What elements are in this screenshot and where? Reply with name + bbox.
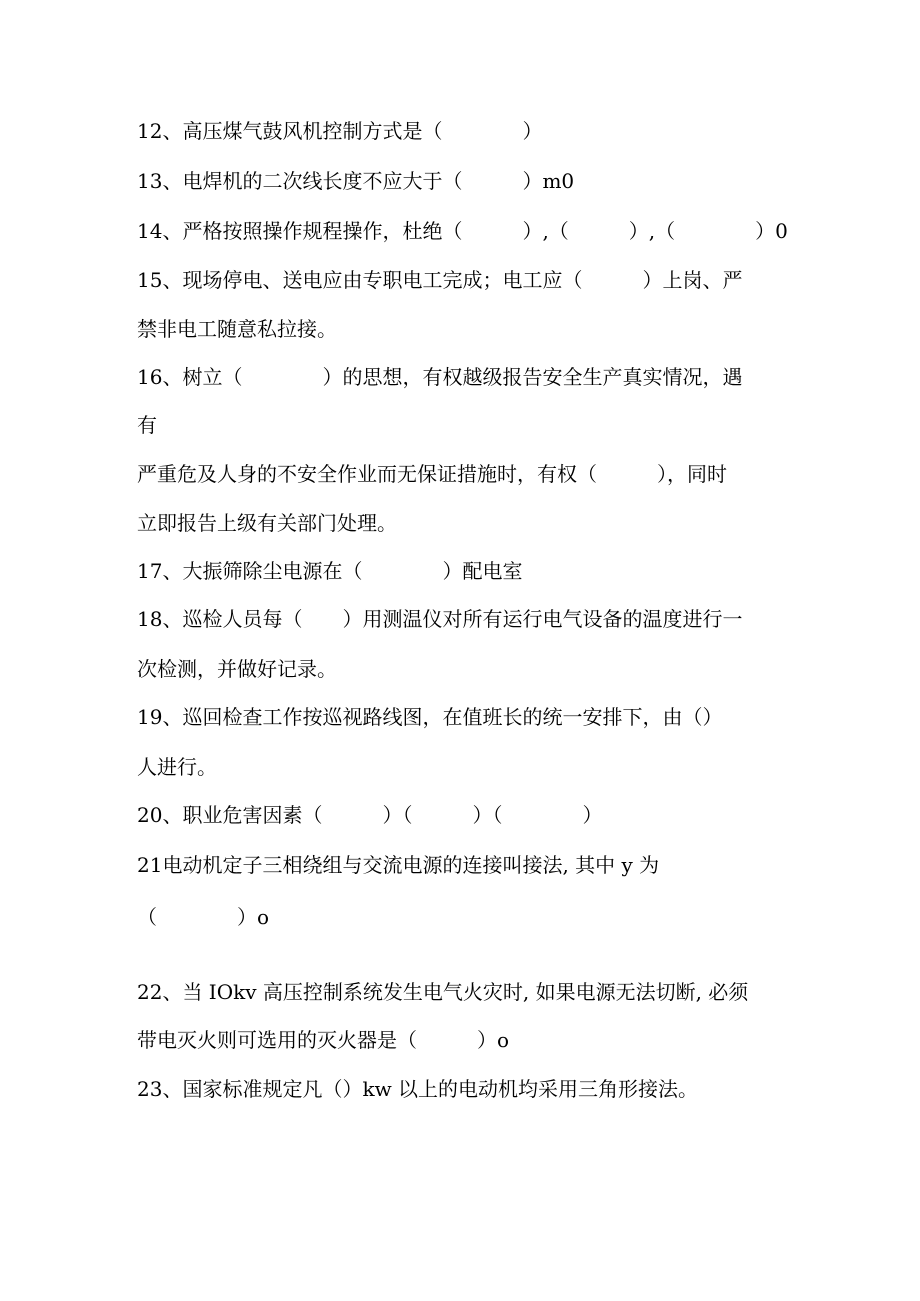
question-22-line-2: 带电灭火则可选用的灭火器是（ ）o bbox=[137, 1028, 510, 1052]
question-16-line-3: 严重危及人身的不安全作业而无保证措施时，有权（ ），同时 bbox=[137, 462, 727, 486]
question-12: 12、高压煤气鼓风机控制方式是（ ） bbox=[137, 119, 543, 143]
question-20: 20、职业危害因素（ ）（ ）（ ） bbox=[137, 803, 603, 827]
question-18-line-2: 次检测，并做好记录。 bbox=[137, 657, 337, 681]
question-16-line-4: 立即报告上级有关部门处理。 bbox=[137, 511, 397, 535]
question-22-line-1: 22、当 IOkv 高压控制系统发生电气火灾时, 如果电源无法切断, 必须 bbox=[137, 980, 749, 1004]
question-16-line-1: 16、树立（ ）的思想，有权越级报告安全生产真实情况，遇 bbox=[137, 365, 743, 389]
question-16-line-2: 有 bbox=[137, 413, 157, 437]
question-18-line-1: 18、巡检人员每（ ）用测温仪对所有运行电气设备的温度进行一 bbox=[137, 607, 743, 631]
question-21-line-1: 21电动机定子三相绕组与交流电源的连接叫接法, 其中 y 为 bbox=[137, 853, 660, 877]
question-23: 23、国家标准规定凡（）kw 以上的电动机均采用三角形接法。 bbox=[137, 1077, 699, 1101]
question-21-line-2: （ ）o bbox=[137, 905, 270, 929]
question-14: 14、严格按照操作规程操作，杜绝（ ）,（ ）,（ ）0 bbox=[137, 219, 788, 243]
question-19-line-1: 19、巡回检查工作按巡视路线图，在值班长的统一安排下，由（） bbox=[137, 705, 723, 729]
question-15-line-1: 15、现场停电、送电应由专职电工完成；电工应（ ）上岗、严 bbox=[137, 268, 743, 292]
question-15-line-2: 禁非电工随意私拉接。 bbox=[137, 317, 337, 341]
question-17: 17、大振筛除尘电源在（ ）配电室 bbox=[137, 559, 523, 583]
question-19-line-2: 人进行。 bbox=[137, 755, 217, 779]
question-13: 13、电焊机的二次线长度不应大于（ ）m0 bbox=[137, 169, 575, 193]
